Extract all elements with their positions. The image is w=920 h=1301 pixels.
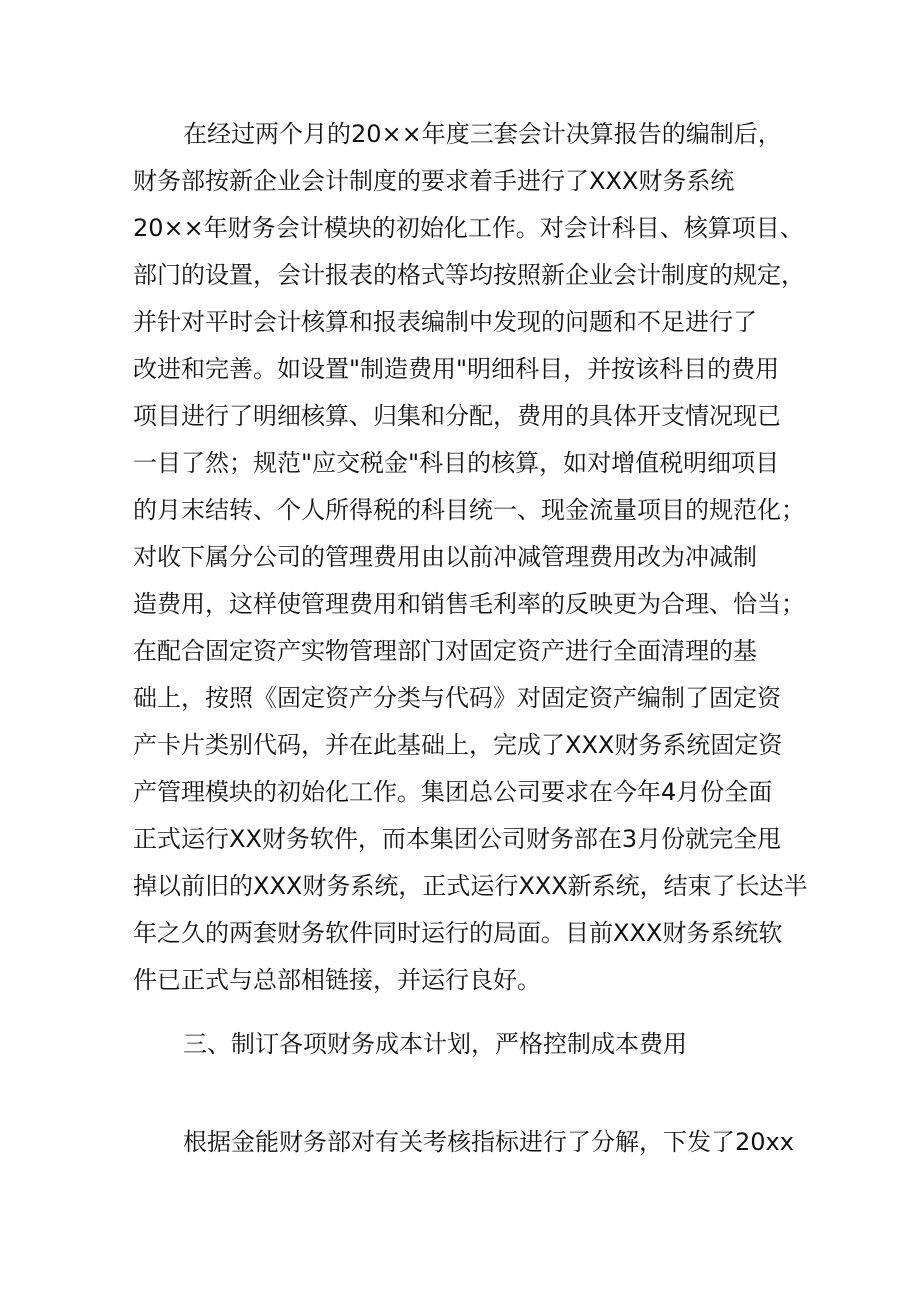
paragraph-line: 的月末结转、个人所得税的科目统一、现金流量项目的规范化； [133,496,805,524]
paragraph-line: 在经过两个月的20××年度三套会计决算报告的编制后， [183,120,782,148]
paragraph-line: 对收下属分公司的管理费用由以前冲减管理费用改为冲减制 [133,543,757,571]
paragraph-line: 正式运行XX财务软件，而本集团公司财务部在3月份就完全甩 [133,825,782,853]
paragraph-line: 项目进行了明细核算、归集和分配，费用的具体开支情况现已 [133,402,781,430]
paragraph-line: 改进和完善。如设置"制造费用"明细科目，并按该科目的费用 [133,355,780,383]
paragraph-line: 造费用，这样使管理费用和销售毛利率的反映更为合理、恰当； [133,590,805,618]
paragraph-line: 财务部按新企业会计制度的要求着手进行了XXX财务系统 [133,167,735,195]
next-paragraph-line: 根据金能财务部对有关考核指标进行了分解，下发了20xx [183,1128,794,1156]
paragraph-line: 础上，按照《固定资产分类与代码》对固定资产编制了固定资 [133,684,781,712]
paragraph-line: 产卡片类别代码，并在此基础上，完成了XXX财务系统固定资 [133,731,783,759]
paragraph-line: 件已正式与总部相链接，并运行良好。 [133,966,541,994]
paragraph-line: 掉以前旧的XXX财务系统，正式运行XXX新系统，结束了长达半 [133,872,808,900]
paragraph-line: 产管理模块的初始化工作。集团总公司要求在今年4月份全面 [133,778,773,806]
paragraph-line: 年之久的两套财务软件同时运行的局面。目前XXX财务系统软 [133,919,783,947]
paragraph-line: 部门的设置，会计报表的格式等均按照新企业会计制度的规定， [133,261,805,289]
paragraph-line: 20××年财务会计模块的初始化工作。对会计科目、核算项目、 [133,214,804,242]
paragraph-line: 在配合固定资产实物管理部门对固定资产进行全面清理的基 [133,637,757,665]
paragraph-line: 一目了然；规范"应交税金"科目的核算，如对增值税明细项目 [133,449,780,477]
section-heading: 三、制订各项财务成本计划，严格控制成本费用 [183,1030,687,1058]
paragraph-line: 并针对平时会计核算和报表编制中发现的问题和不足进行了 [133,308,757,336]
